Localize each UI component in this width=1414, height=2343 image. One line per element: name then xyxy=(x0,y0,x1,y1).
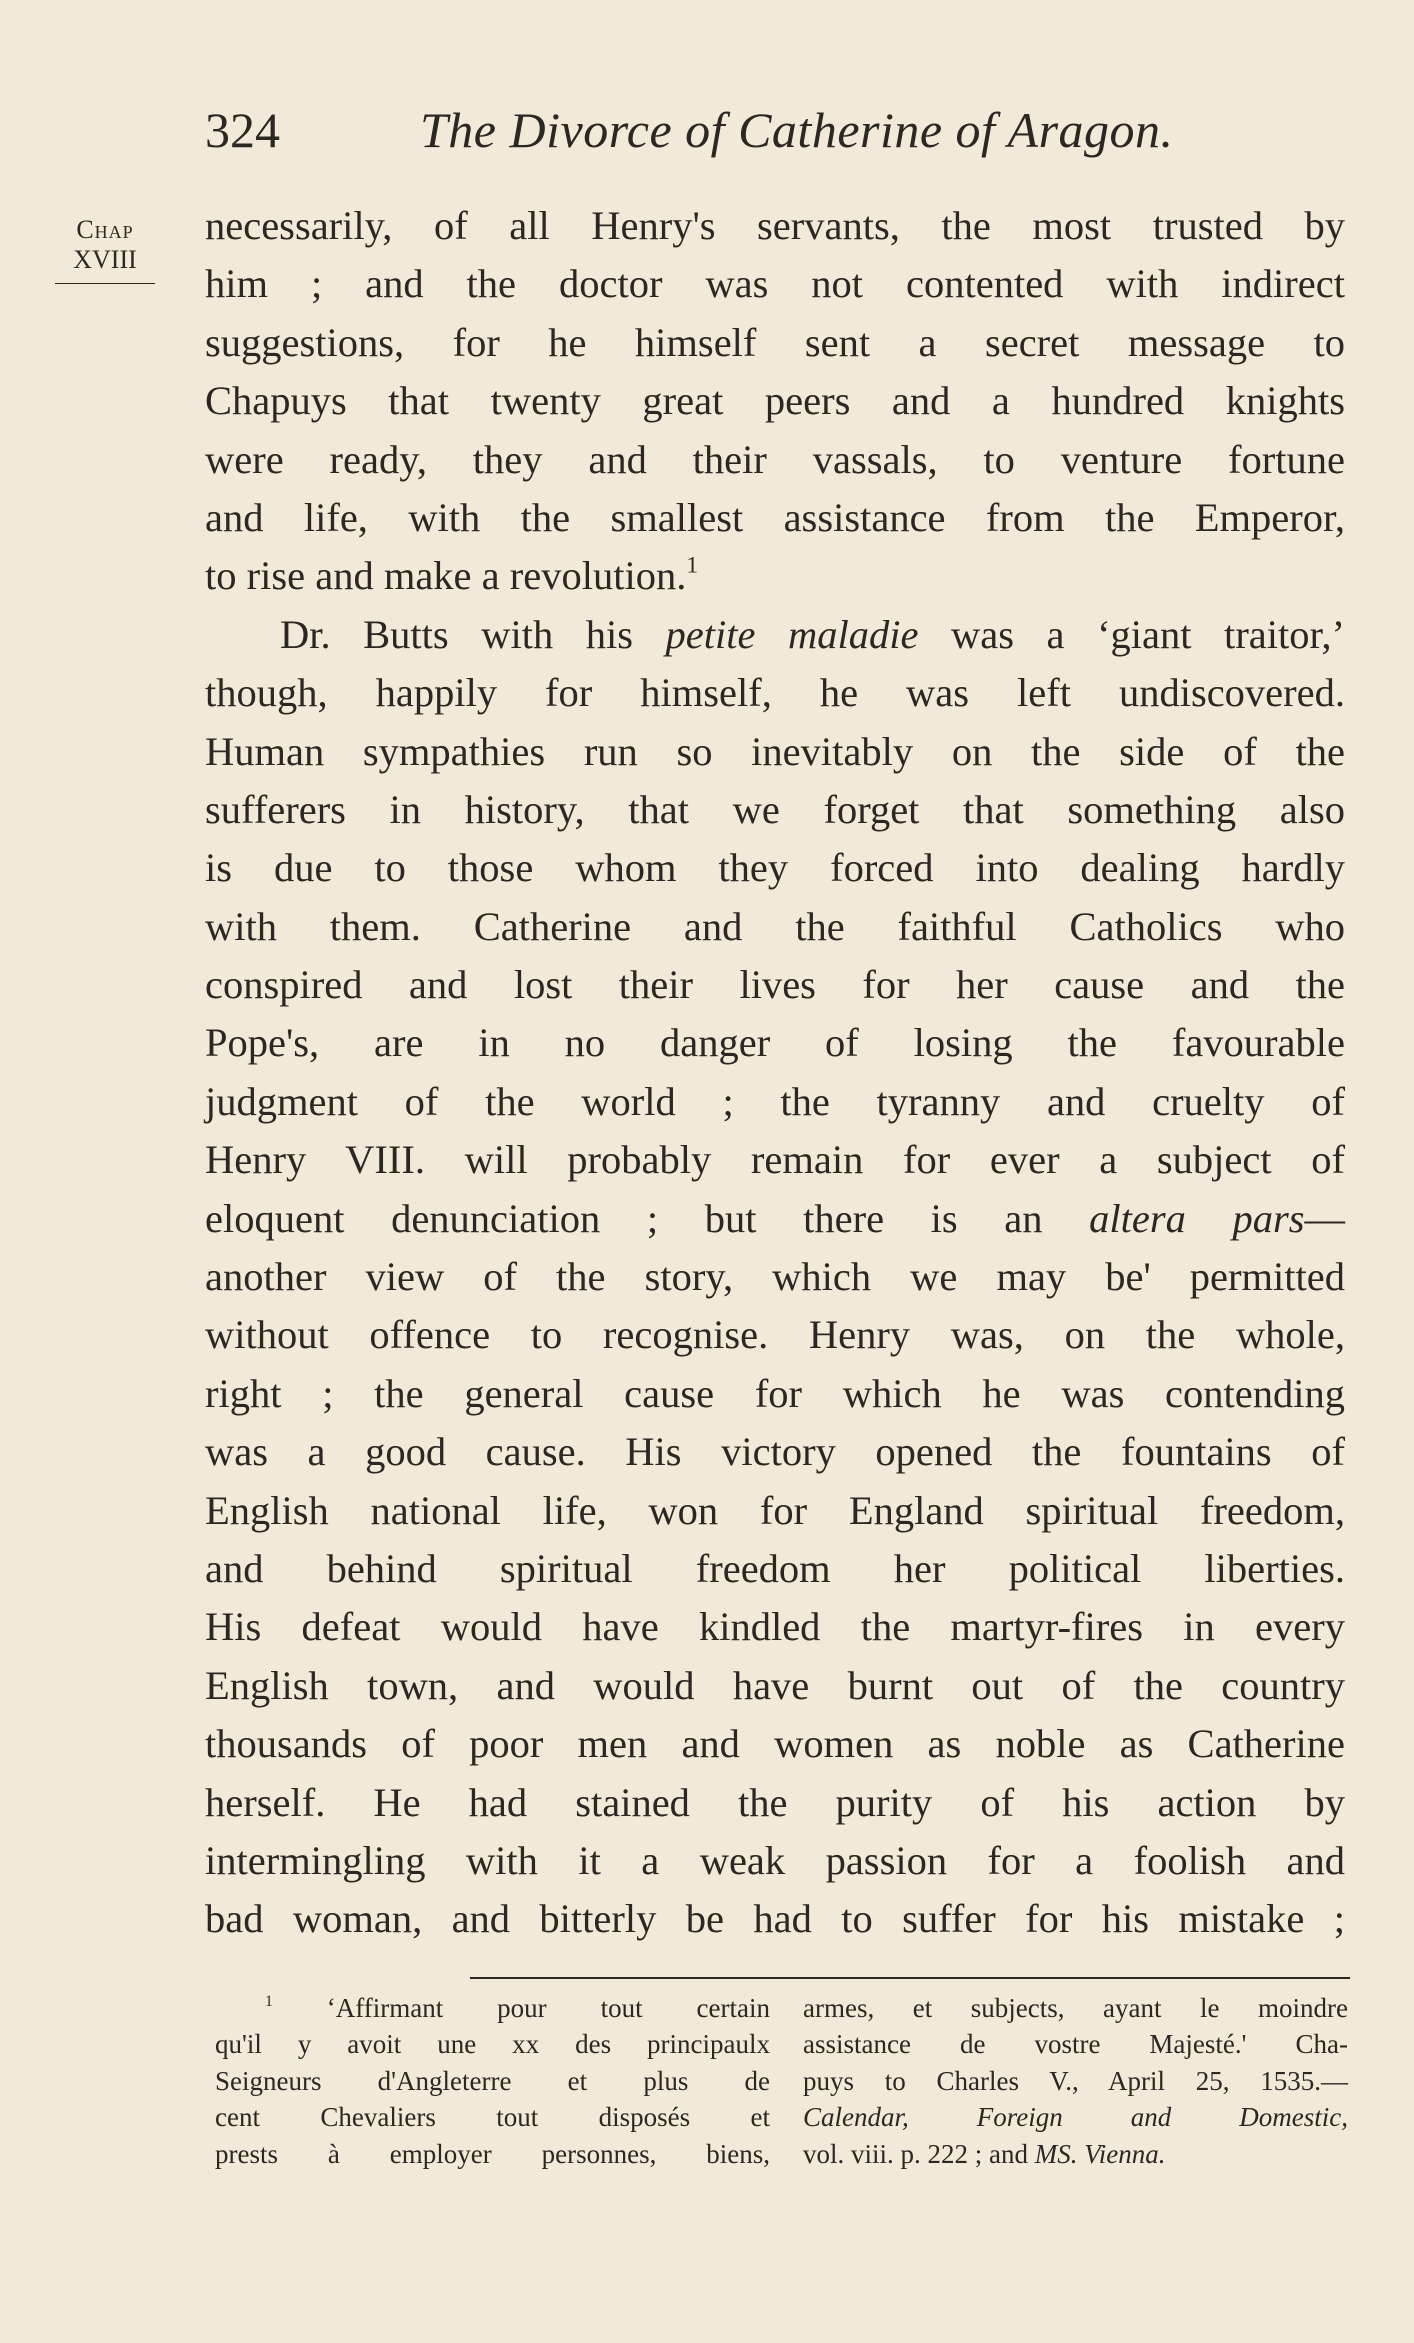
page-number: 324 xyxy=(205,102,280,158)
footnote-italic: MS. Vienna. xyxy=(1034,2138,1166,2169)
body-line-text: was a ‘giant traitor,’ xyxy=(918,611,1346,657)
body-line: with them. Catherine and the faithful Catholics who xyxy=(205,903,1345,949)
body-line-text: Dr. Butts with his xyxy=(280,611,666,657)
margin-note-rule xyxy=(55,283,155,284)
body-line: Chapuys that twenty great peers and a hundred knights xyxy=(205,378,1345,424)
body-line: herself. He had stained the purity of his action by xyxy=(205,1779,1345,1825)
chapter-number: XVIII xyxy=(73,245,137,274)
footnote-column-left xyxy=(215,1990,770,2172)
body-line: suggestions, for he himself sent a secret message to xyxy=(205,319,1345,365)
body-line xyxy=(205,606,1345,664)
body-line: conspired and lost their lives for her cause and the xyxy=(205,962,1345,1008)
body-line xyxy=(205,1190,1345,1248)
body-line: thousands of poor men and women as noble as Catherine xyxy=(205,1721,1345,1767)
footnote-line-text: ‘Affirmant pour tout certain xyxy=(272,1993,770,2023)
body-line: judgment of the world ; the tyranny and cruelty of xyxy=(205,1078,1345,1124)
chapter-label: Chap xyxy=(76,215,134,244)
body-line: His defeat would have kindled the martyr-fires in every xyxy=(205,1604,1345,1650)
body-line: was a good cause. His victory opened the fountains of xyxy=(205,1429,1345,1475)
footnote-reference: 1 xyxy=(686,552,699,579)
body-line: were ready, they and their vassals, to venture fortune xyxy=(205,436,1345,482)
body-line: and behind spiritual freedom her political liberties. xyxy=(205,1545,1345,1591)
body-line: Pope's, are in no danger of losing the favourable xyxy=(205,1020,1345,1066)
body-line: without offence to recognise. Henry was, on the whole, xyxy=(205,1312,1345,1358)
footnote-rule xyxy=(470,1977,1350,1979)
footnote-line xyxy=(215,1990,770,2026)
italic-phrase: petite maladie xyxy=(665,611,919,657)
page-header xyxy=(205,100,1345,160)
body-line-text: to rise and make a revolution. xyxy=(205,553,687,599)
body-line: sufferers in history, that we forget that something also xyxy=(205,786,1345,832)
body-line xyxy=(205,547,1345,605)
body-line: Henry VIII. will probably remain for ever a subject of xyxy=(205,1137,1345,1183)
footnote-line xyxy=(803,2099,1348,2135)
em-dash: — xyxy=(1304,1195,1346,1241)
footnote-line: assistance de vostre Majesté.' Cha- xyxy=(803,2029,1348,2060)
body-line-text: eloquent denunciation ; but there is an xyxy=(205,1195,1090,1241)
body-line: him ; and the doctor was not contented with indirect xyxy=(205,261,1345,307)
footnote-line: Seigneurs d'Angleterre et plus de xyxy=(215,2065,770,2096)
body-line: intermingling with it a weak passion for a foolish and xyxy=(205,1837,1345,1883)
footnote-line-text: vol. viii. p. 222 ; and xyxy=(803,2138,1035,2169)
body-line: right ; the general cause for which he was contending xyxy=(205,1370,1345,1416)
body-line: necessarily, of all Henry's servants, the most trusted by xyxy=(205,203,1345,248)
body-line: English town, and would have burnt out of the country xyxy=(205,1662,1345,1708)
body-line: bad woman, and bitterly be had to suffer for his mistake ; xyxy=(205,1896,1345,1942)
footnote-line: armes, et subjects, ayant le moindre xyxy=(803,1993,1348,2023)
footnote-line: qu'il y avoit une xx des principaulx xyxy=(215,2029,770,2060)
running-title: The Divorce of Catherine of Aragon. xyxy=(420,102,1174,158)
footnote-italic: Calendar, Foreign and Domestic, xyxy=(803,2102,1348,2133)
italic-phrase: altera pars xyxy=(1089,1195,1305,1241)
footnote-column-right xyxy=(803,1990,1348,2172)
footnote-marker: 1 xyxy=(265,1993,273,2011)
body-line: and life, with the smallest assistance from the Emperor, xyxy=(205,494,1345,540)
footnote-line: prests à employer personnes, biens, xyxy=(215,2138,770,2169)
body-line: another view of the story, which we may be' permitted xyxy=(205,1254,1345,1300)
footnote-line: cent Chevaliers tout disposés et xyxy=(215,2102,770,2133)
body-line: English national life, won for England spiritual freedom, xyxy=(205,1487,1345,1533)
footnote-line: puys to Charles V., April 25, 1535.— xyxy=(803,2065,1348,2096)
body-text xyxy=(205,197,1345,1949)
footnote-line xyxy=(803,2136,1348,2172)
body-line: though, happily for himself, he was left undiscovered. xyxy=(205,670,1345,716)
chapter-margin-note xyxy=(55,215,155,284)
body-line: Human sympathies run so inevitably on the side of the xyxy=(205,728,1345,774)
body-line: is due to those whom they forced into dealing hardly xyxy=(205,845,1345,891)
